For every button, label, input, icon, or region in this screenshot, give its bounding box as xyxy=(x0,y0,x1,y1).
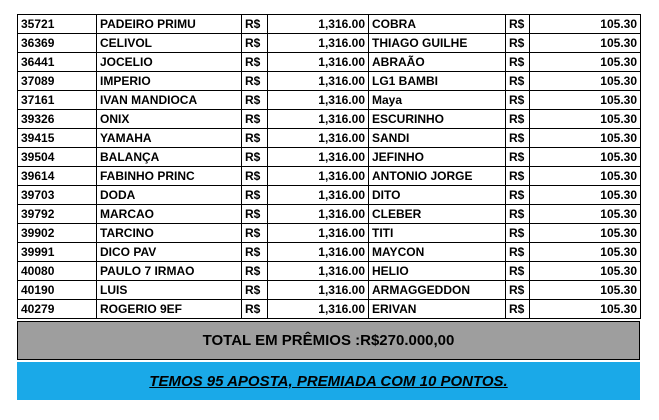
cell-prize-currency: R$ xyxy=(506,129,530,148)
total-prizes-bar xyxy=(17,321,640,360)
cell-winner-name: COBRA xyxy=(369,15,506,34)
cell-prize: 105.30 xyxy=(530,91,641,110)
cell-bet-id: 39703 xyxy=(18,186,97,205)
cell-currency: R$ xyxy=(242,91,268,110)
cell-winner-name: CLEBER xyxy=(369,205,506,224)
cell-amount: 1,316.00 xyxy=(268,243,369,262)
cell-prize: 105.30 xyxy=(530,15,641,34)
table-row xyxy=(18,205,641,224)
table-row xyxy=(18,72,641,91)
cell-currency: R$ xyxy=(242,148,268,167)
cell-winner-name: THIAGO GUILHE xyxy=(369,34,506,53)
cell-prize: 105.30 xyxy=(530,262,641,281)
table-row xyxy=(18,34,641,53)
results-sheet xyxy=(17,14,640,319)
cell-winner-name: ARMAGGEDDON xyxy=(369,281,506,300)
cell-prize-currency: R$ xyxy=(506,167,530,186)
table-row xyxy=(18,262,641,281)
cell-winner-name: TITI xyxy=(369,224,506,243)
cell-prize: 105.30 xyxy=(530,129,641,148)
cell-winner-name: DITO xyxy=(369,186,506,205)
cell-currency: R$ xyxy=(242,186,268,205)
cell-prize: 105.30 xyxy=(530,53,641,72)
cell-player-name: IMPERIO xyxy=(97,72,242,91)
cell-currency: R$ xyxy=(242,15,268,34)
cell-winner-name: ERIVAN xyxy=(369,300,506,319)
cell-currency: R$ xyxy=(242,53,268,72)
total-prizes-label: TOTAL EM PRÊMIOS :R$270.000,00 xyxy=(202,332,455,349)
cell-prize: 105.30 xyxy=(530,186,641,205)
cell-currency: R$ xyxy=(242,205,268,224)
cell-prize-currency: R$ xyxy=(506,300,530,319)
cell-player-name: DICO PAV xyxy=(97,243,242,262)
cell-bet-id: 39326 xyxy=(18,110,97,129)
cell-bet-id: 35721 xyxy=(18,15,97,34)
cell-prize: 105.30 xyxy=(530,110,641,129)
cell-currency: R$ xyxy=(242,281,268,300)
cell-prize: 105.30 xyxy=(530,224,641,243)
cell-amount: 1,316.00 xyxy=(268,110,369,129)
cell-player-name: YAMAHA xyxy=(97,129,242,148)
cell-prize-currency: R$ xyxy=(506,148,530,167)
cell-prize-currency: R$ xyxy=(506,15,530,34)
cell-prize-currency: R$ xyxy=(506,91,530,110)
cell-winner-name: LG1 BAMBI xyxy=(369,72,506,91)
table-row xyxy=(18,53,641,72)
cell-player-name: CELIVOL xyxy=(97,34,242,53)
cell-amount: 1,316.00 xyxy=(268,91,369,110)
cell-winner-name: HELIO xyxy=(369,262,506,281)
cell-bet-id: 40190 xyxy=(18,281,97,300)
cell-prize-currency: R$ xyxy=(506,110,530,129)
cell-amount: 1,316.00 xyxy=(268,186,369,205)
cell-prize: 105.30 xyxy=(530,72,641,91)
cell-prize-currency: R$ xyxy=(506,53,530,72)
cell-prize: 105.30 xyxy=(530,148,641,167)
cell-player-name: IVAN MANDIOCA xyxy=(97,91,242,110)
cell-bet-id: 36369 xyxy=(18,34,97,53)
cell-player-name: DODA xyxy=(97,186,242,205)
cell-bet-id: 40080 xyxy=(18,262,97,281)
results-table xyxy=(17,14,641,319)
cell-player-name: FABINHO PRINC xyxy=(97,167,242,186)
cell-prize: 105.30 xyxy=(530,34,641,53)
cell-bet-id: 40279 xyxy=(18,300,97,319)
cell-player-name: TARCINO xyxy=(97,224,242,243)
cell-prize: 105.30 xyxy=(530,243,641,262)
cell-prize-currency: R$ xyxy=(506,205,530,224)
cell-winner-name: SANDI xyxy=(369,129,506,148)
cell-amount: 1,316.00 xyxy=(268,148,369,167)
table-row xyxy=(18,243,641,262)
cell-currency: R$ xyxy=(242,34,268,53)
cell-winner-name: MAYCON xyxy=(369,243,506,262)
cell-bet-id: 39614 xyxy=(18,167,97,186)
cell-player-name: ROGERIO 9EF xyxy=(97,300,242,319)
table-row xyxy=(18,167,641,186)
cell-amount: 1,316.00 xyxy=(268,224,369,243)
table-row xyxy=(18,110,641,129)
table-body xyxy=(18,15,641,319)
cell-prize-currency: R$ xyxy=(506,34,530,53)
cell-amount: 1,316.00 xyxy=(268,34,369,53)
cell-currency: R$ xyxy=(242,167,268,186)
cell-winner-name: Maya xyxy=(369,91,506,110)
table-row xyxy=(18,186,641,205)
cell-amount: 1,316.00 xyxy=(268,281,369,300)
table-row xyxy=(18,224,641,243)
cell-prize: 105.30 xyxy=(530,300,641,319)
cell-currency: R$ xyxy=(242,300,268,319)
cell-bet-id: 39991 xyxy=(18,243,97,262)
table-row xyxy=(18,300,641,319)
cell-bet-id: 39902 xyxy=(18,224,97,243)
cell-currency: R$ xyxy=(242,110,268,129)
cell-amount: 1,316.00 xyxy=(268,167,369,186)
cell-bet-id: 36441 xyxy=(18,53,97,72)
cell-currency: R$ xyxy=(242,72,268,91)
cell-currency: R$ xyxy=(242,224,268,243)
cell-currency: R$ xyxy=(242,262,268,281)
cell-winner-name: ESCURINHO xyxy=(369,110,506,129)
cell-currency: R$ xyxy=(242,129,268,148)
table-row xyxy=(18,129,641,148)
cell-bet-id: 39415 xyxy=(18,129,97,148)
cell-player-name: PAULO 7 IRMAO xyxy=(97,262,242,281)
cell-amount: 1,316.00 xyxy=(268,300,369,319)
table-row xyxy=(18,281,641,300)
cell-bet-id: 39792 xyxy=(18,205,97,224)
cell-prize-currency: R$ xyxy=(506,186,530,205)
table-row xyxy=(18,15,641,34)
cell-prize: 105.30 xyxy=(530,205,641,224)
cell-amount: 1,316.00 xyxy=(268,53,369,72)
table-row xyxy=(18,91,641,110)
cell-prize-currency: R$ xyxy=(506,243,530,262)
cell-prize-currency: R$ xyxy=(506,224,530,243)
cell-prize: 105.30 xyxy=(530,281,641,300)
cell-player-name: LUIS xyxy=(97,281,242,300)
cell-player-name: MARCAO xyxy=(97,205,242,224)
cell-prize-currency: R$ xyxy=(506,72,530,91)
cell-prize: 105.30 xyxy=(530,167,641,186)
footer-banner-text: TEMOS 95 APOSTA, PREMIADA COM 10 PONTOS. xyxy=(149,372,508,390)
cell-bet-id: 37089 xyxy=(18,72,97,91)
cell-amount: 1,316.00 xyxy=(268,205,369,224)
cell-player-name: PADEIRO PRIMU xyxy=(97,15,242,34)
cell-bet-id: 37161 xyxy=(18,91,97,110)
cell-currency: R$ xyxy=(242,243,268,262)
cell-winner-name: ABRAÃO xyxy=(369,53,506,72)
cell-prize-currency: R$ xyxy=(506,281,530,300)
table-row xyxy=(18,148,641,167)
cell-amount: 1,316.00 xyxy=(268,262,369,281)
cell-winner-name: ANTONIO JORGE xyxy=(369,167,506,186)
cell-amount: 1,316.00 xyxy=(268,129,369,148)
cell-amount: 1,316.00 xyxy=(268,15,369,34)
cell-player-name: BALANÇA xyxy=(97,148,242,167)
cell-bet-id: 39504 xyxy=(18,148,97,167)
cell-winner-name: JEFINHO xyxy=(369,148,506,167)
footer-banner xyxy=(17,362,640,400)
cell-prize-currency: R$ xyxy=(506,262,530,281)
cell-amount: 1,316.00 xyxy=(268,72,369,91)
cell-player-name: ONIX xyxy=(97,110,242,129)
cell-player-name: JOCELIO xyxy=(97,53,242,72)
